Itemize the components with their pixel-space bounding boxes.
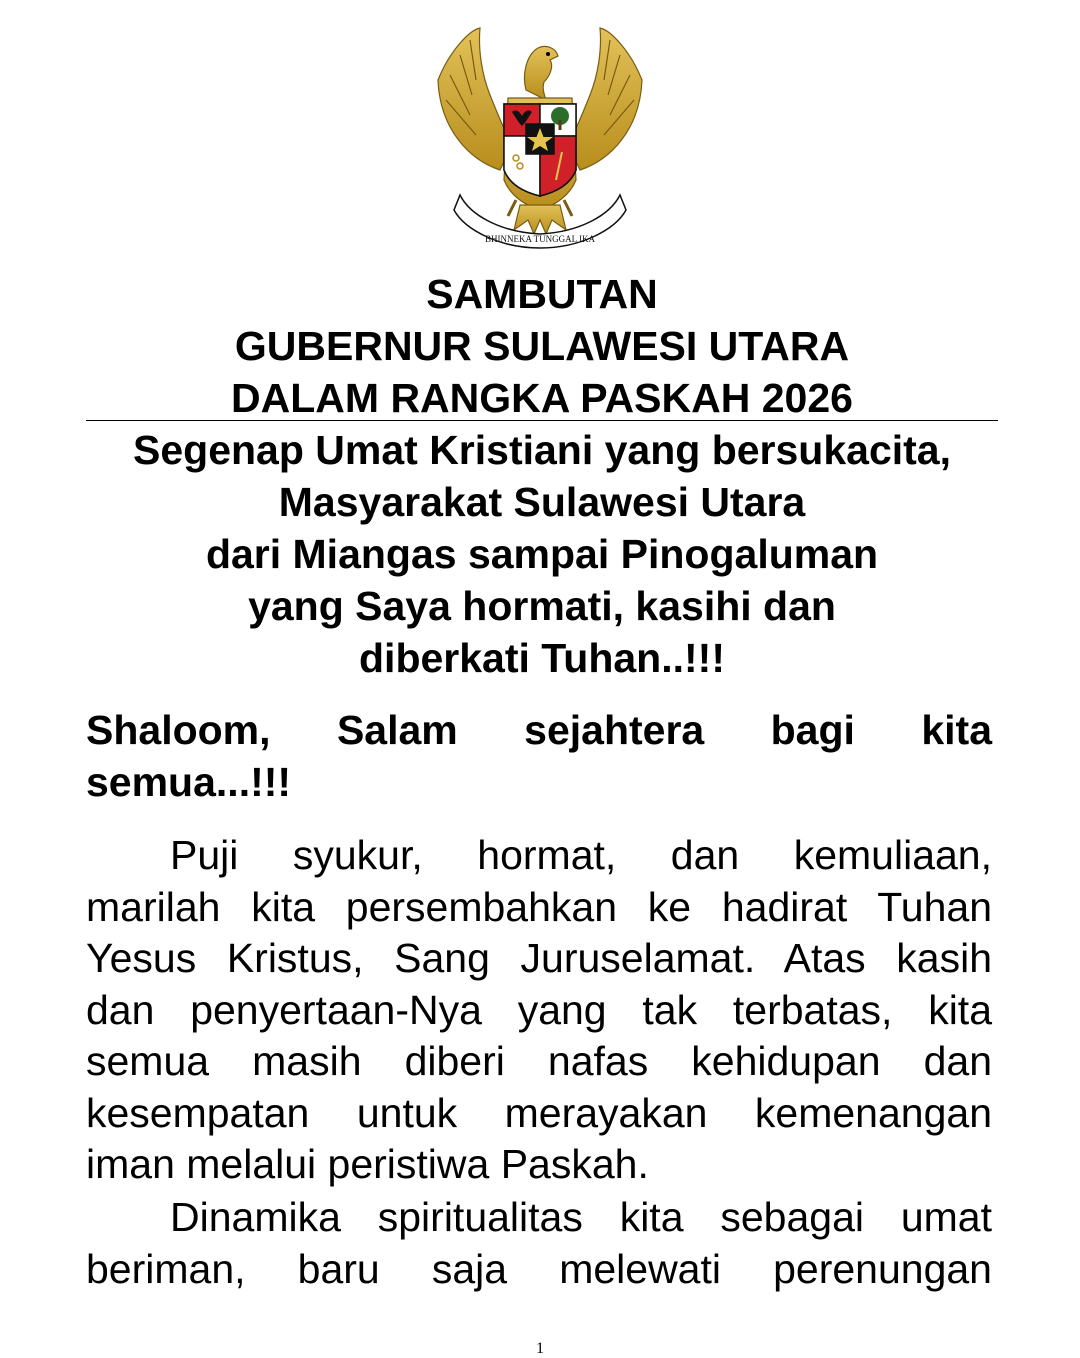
greeting-line-5: diberkati Tuhan..!!!: [359, 635, 725, 681]
p1-line-3: Yesus Kristus, Sang Juruselamat. Atas kasih: [86, 935, 992, 981]
emblem-motto: BHINNEKA TUNGGAL IKA: [485, 234, 595, 244]
p1-line-6: kesempatan untuk merayakan kemenangan: [86, 1089, 992, 1136]
garuda-emblem-icon: [430, 20, 650, 250]
p1-line-2: marilah kita persembahkan ke hadirat Tuhan: [86, 883, 992, 930]
paragraph-1: [86, 830, 992, 1191]
p1-line-7: iman melalui peristiwa Paskah.: [86, 1141, 649, 1187]
title-line-3: DALAM RANGKA PASKAH 2026: [231, 375, 853, 421]
greeting-line-4: yang Saya hormati, kasihi dan: [248, 583, 836, 629]
page-number: 1: [536, 1340, 544, 1357]
salutation-line-2: semua...!!!: [86, 759, 292, 805]
salutation-line-1: Shaloom, Salam sejahtera bagi kita: [86, 707, 992, 753]
p1-line-4: dan penyertaan-Nya yang tak terbatas, kita: [86, 986, 992, 1033]
p1-line-5: semua masih diberi nafas kehidupan dan: [86, 1038, 992, 1084]
title-line-1: SAMBUTAN: [426, 271, 658, 317]
salutation: [86, 704, 992, 808]
p1-line-1: Puji syukur, hormat, dan kemuliaan,: [170, 832, 992, 878]
greeting-block: [86, 424, 998, 684]
greeting-line-3: dari Miangas sampai Pinogaluman: [205, 531, 879, 577]
p2-line-1: Dinamika spiritualitas kita sebagai umat: [170, 1194, 992, 1240]
title-divider: [86, 420, 998, 421]
paragraph-2: [86, 1192, 992, 1295]
greeting-line-1: Segenap Umat Kristiani yang bersukacita,: [133, 427, 951, 473]
greeting-line-2: Masyarakat Sulawesi Utara: [278, 479, 806, 525]
title-line-2: GUBERNUR SULAWESI UTARA: [234, 323, 850, 369]
document-title: [86, 268, 998, 424]
p2-line-2: beriman, baru saja melewati perenungan: [86, 1245, 992, 1292]
